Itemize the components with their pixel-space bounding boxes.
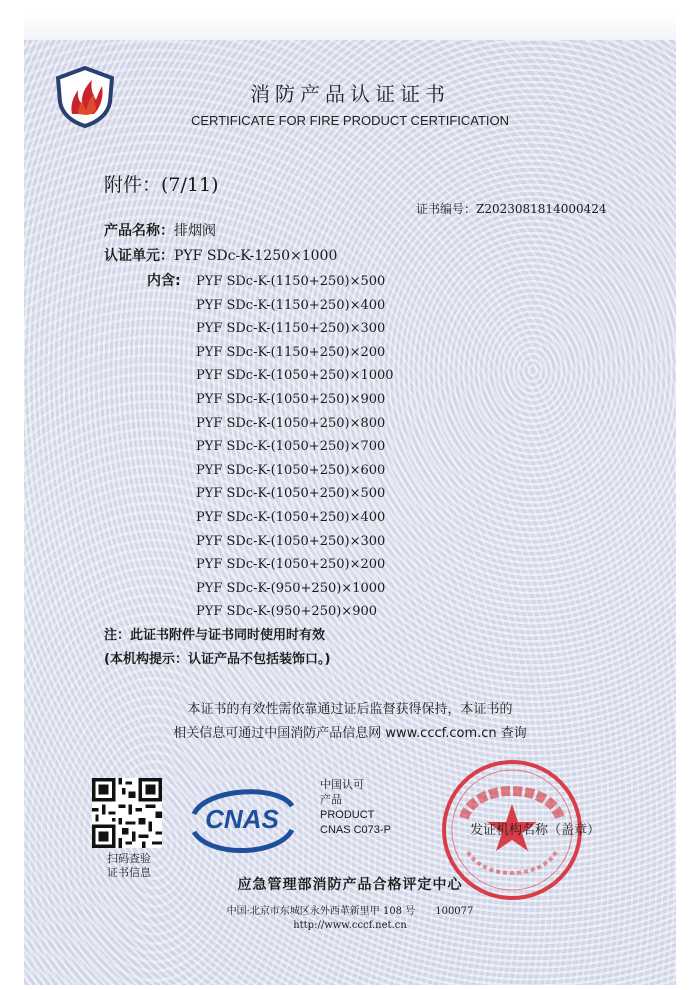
model-item: PYF SDc-K-(1150+250)×300 xyxy=(196,321,386,337)
validity-statement xyxy=(24,698,676,746)
qr-code-icon xyxy=(92,778,162,848)
model-item: PYF SDc-K-(1150+250)×500 xyxy=(196,274,386,289)
product-name-value: 排烟阀 xyxy=(174,223,216,239)
contains-label: 内含: xyxy=(147,273,181,289)
certificate-sheet xyxy=(24,40,676,985)
cert-no-label: 证书编号： xyxy=(416,202,477,216)
cnas-logo-text: CNAS xyxy=(205,804,279,834)
certificate-title-cn: 消防产品认证证书 xyxy=(250,82,450,106)
issuing-center-name: 应急管理部消防产品合格评定中心 xyxy=(237,877,463,893)
model-item: PYF SDc-K-(1050+250)×500 xyxy=(196,486,386,502)
annex-page: (7/11) xyxy=(161,174,219,196)
page-top-margin xyxy=(24,12,676,42)
cnas-line-3: PRODUCT xyxy=(320,809,375,821)
model-item: PYF SDc-K-(950+250)×1000 xyxy=(196,580,386,596)
cnas-accreditation-info xyxy=(320,778,391,838)
model-item: PYF SDc-K-(1150+250)×400 xyxy=(196,297,386,313)
cnas-line-1: 中国认可 xyxy=(320,779,364,791)
issuer-address: 中国·北京市东城区永外西革新里甲 108 号 100077 xyxy=(226,906,474,917)
model-item: PYF SDc-K-(1050+250)×600 xyxy=(196,462,386,478)
validity-line-2: 相关信息可通过中国消防产品信息网 www.cccf.com.cn 查询 xyxy=(173,726,527,741)
unit-label: 认证单元： xyxy=(104,248,174,264)
product-name-row xyxy=(104,220,216,240)
qr-caption-line-2: 证书信息 xyxy=(107,866,151,879)
model-item: PYF SDc-K-(1050+250)×300 xyxy=(196,533,386,549)
note-exclusion: (本机构提示：认证产品不包括装饰口。) xyxy=(104,652,331,667)
issuer-website: http://www.cccf.net.cn xyxy=(293,920,407,931)
certificate-number xyxy=(416,200,607,217)
product-name-label: 产品名称： xyxy=(104,223,174,239)
annex-label xyxy=(104,170,219,197)
model-item: PYF SDc-K-(1050+250)×800 xyxy=(196,415,386,431)
model-item: PYF SDc-K-(1050+250)×400 xyxy=(196,509,386,525)
issuer-label: 发证机构名称（盖章） xyxy=(470,823,601,838)
model-item: PYF SDc-K-(950+250)×900 xyxy=(196,604,378,620)
qr-caption-line-1: 扫码查验 xyxy=(107,852,151,865)
validity-line-1: 本证书的有效性需依靠通过证后监督获得保持，本证书的 xyxy=(187,702,513,717)
model-list xyxy=(196,270,394,624)
cnas-logo-icon xyxy=(186,780,298,860)
unit-value: PYF SDc-K-1250×1000 xyxy=(174,248,338,264)
annex-word: 附件： xyxy=(104,174,162,196)
model-item: PYF SDc-K-(1050+250)×900 xyxy=(196,391,386,407)
contains-label-row xyxy=(147,270,181,290)
cnas-line-4: CNAS C073-P xyxy=(320,824,391,836)
model-item: PYF SDc-K-(1150+250)×200 xyxy=(196,344,386,360)
note-validity: 注：此证书附件与证书同时使用时有效 xyxy=(104,628,326,643)
cert-no-value: Z2023081814000424 xyxy=(476,202,607,216)
model-item: PYF SDc-K-(1050+250)×700 xyxy=(196,439,386,455)
certificate-title-en: CERTIFICATE FOR FIRE PRODUCT CERTIFICATION xyxy=(190,113,510,128)
cnas-line-2: 产品 xyxy=(320,794,342,806)
certification-unit-row xyxy=(104,245,337,265)
model-item: PYF SDc-K-(1050+250)×200 xyxy=(196,557,386,573)
model-item: PYF SDc-K-(1050+250)×1000 xyxy=(196,368,394,384)
